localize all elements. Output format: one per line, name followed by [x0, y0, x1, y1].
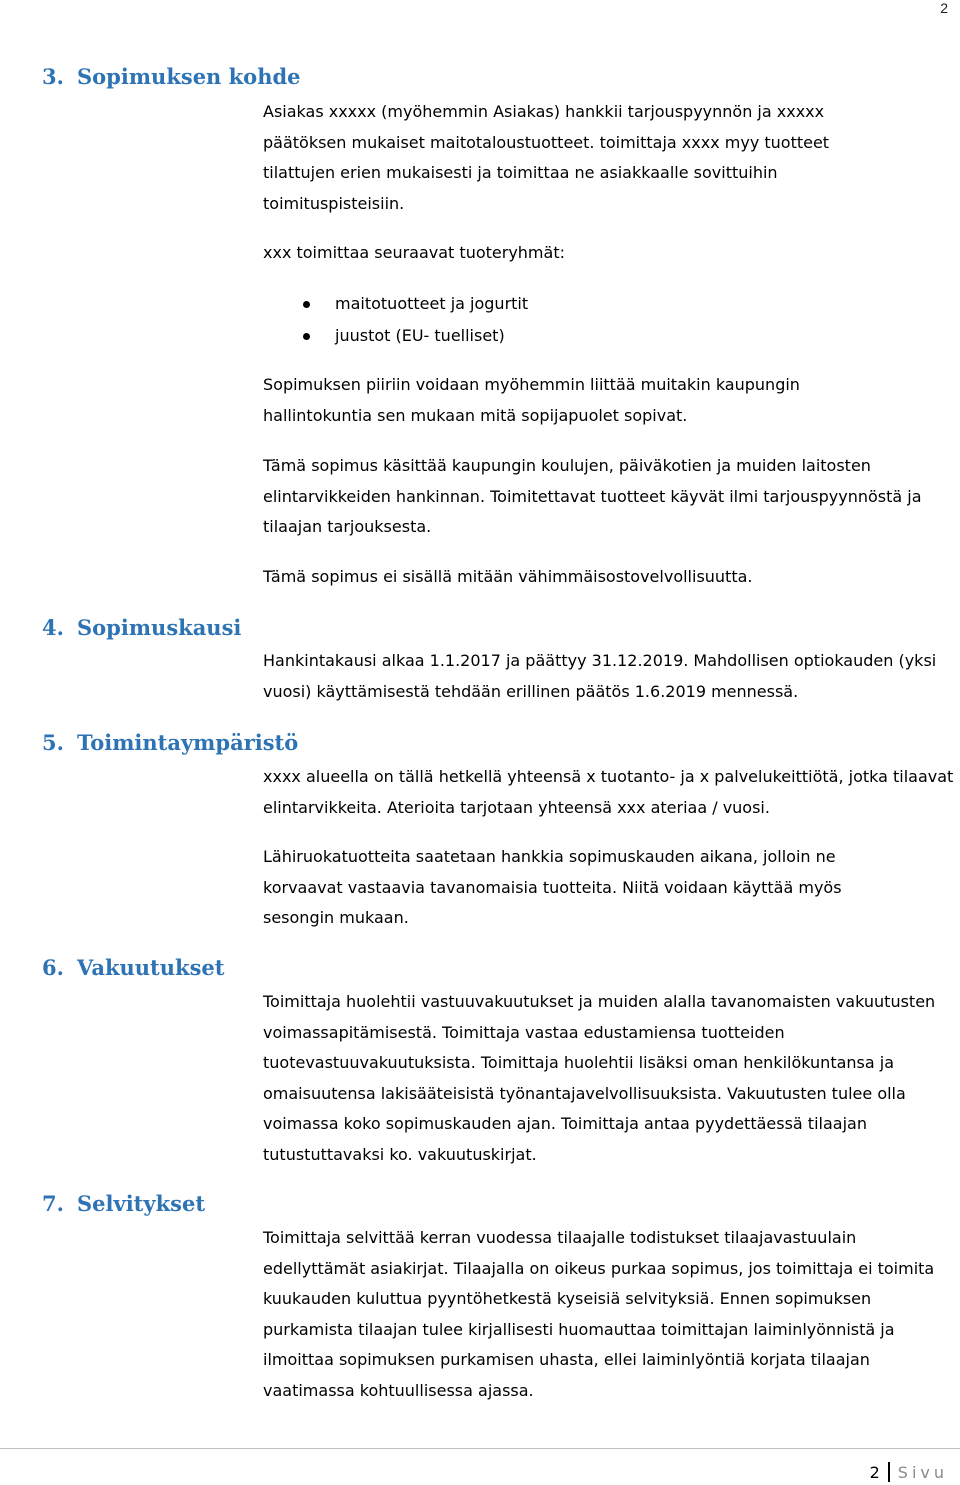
section-7-paragraph-1: Toimittaja selvittää kerran vuodessa tilaajalle todistukset tilaajavastuulain edellyttämät asiakirjat. Tilaajalla on oikeus purkaa sopimus, jos toimittaja ei toimita kuukauden kuluttua pyyntöhetkestä kyseisiä selvityksiä. Ennen sopimuksen purkamista tilaajan tulee kirjallisesti huomauttaa toimittajan laiminlyönnistä ja ilmoittaa sopimuksen purkamisen uhasta, ellei laiminlyöntiä korjata tilaajan vaatimassa kohtuullisessa ajassa.: [263, 1228, 935, 1400]
section-3-number: 3.: [42, 64, 64, 89]
section-4-number: 4.: [42, 615, 64, 640]
section-7-heading: [42, 1191, 205, 1216]
bullet-icon: [303, 301, 310, 308]
footer-divider: [0, 1448, 960, 1449]
list-item: [263, 320, 943, 352]
list-item: [263, 288, 943, 320]
section-6-number: 6.: [42, 955, 64, 980]
section-5-title: Toimintaympäristö: [77, 730, 299, 755]
section-5-number: 5.: [42, 730, 64, 755]
product-group-list: [263, 288, 943, 352]
section-3-paragraph-5: Tämä sopimus ei sisällä mitään vähimmäisostovelvollisuutta.: [263, 567, 753, 586]
section-3-paragraph-2: xxx toimittaa seuraavat tuoteryhmät:: [263, 243, 565, 262]
section-7-number: 7.: [42, 1191, 64, 1216]
footer-page-word: Sivu: [897, 1463, 948, 1482]
list-item-text: juustot (EU- tuelliset): [335, 326, 505, 345]
page-number-top: 2: [940, 0, 948, 16]
section-6-title: Vakuutukset: [77, 955, 225, 980]
bullet-icon: [303, 333, 310, 340]
section-4-paragraph-1: Hankintakausi alkaa 1.1.2017 ja päättyy 31.12.2019. Mahdollisen optiokauden (yksi vuosi) käyttämisestä tehdään erillinen päätös 1.6.2019 mennessä.: [263, 651, 937, 701]
section-6-heading: [42, 955, 224, 980]
section-5-paragraph-2: Lähiruokatuotteita saatetaan hankkia sopimuskauden aikana, jolloin ne korvaavat vastaavia tavanomaisia tuotteita. Niitä voidaan käyttää myös sesongin mukaan.: [263, 847, 842, 927]
section-3-heading: [42, 64, 301, 89]
footer-page-number: 2: [869, 1463, 880, 1482]
footer-separator: [888, 1462, 890, 1482]
section-3-paragraph-3: Sopimuksen piiriin voidaan myöhemmin liittää muitakin kaupungin hallintokuntia sen mukaan mitä sopijapuolet sopivat.: [263, 375, 800, 425]
section-6-paragraph-1: Toimittaja huolehtii vastuuvakuutukset ja muiden alalla tavanomaisten vakuutusten voimassapitämisestä. Toimittaja vastaa edustamiensa tuotteiden tuotevastuuvakuutuksista. Toimittaja huolehtii lisäksi oman henkilökuntansa ja omaisuutensa lakisääteisistä työnantajavelvollisuuksista. Vakuutusten tulee olla voimassa koko sopimuskauden ajan. Toimittaja antaa pyydettäessä tilaajan tutustuttavaksi ko. vakuutuskirjat.: [263, 992, 936, 1164]
page-footer: [870, 1462, 948, 1484]
section-5-heading: [42, 730, 298, 755]
section-4-title: Sopimuskausi: [77, 615, 242, 640]
list-item-text: maitotuotteet ja jogurtit: [335, 294, 529, 313]
section-3-paragraph-4: Tämä sopimus käsittää kaupungin koulujen, päiväkotien ja muiden laitosten elintarvikkeiden hankinnan. Toimitettavat tuotteet käyvät ilmi tarjouspyynnöstä ja tilaajan tarjouksesta.: [263, 456, 922, 536]
section-7-title: Selvitykset: [77, 1191, 206, 1216]
section-4-heading: [42, 615, 241, 640]
section-5-paragraph-1: xxxx alueella on tällä hetkellä yhteensä x tuotanto- ja x palvelukeittiötä, jotka tilaavat elintarvikkeita. Aterioita tarjotaan yhteensä xxx ateriaa / vuosi.: [263, 767, 954, 817]
section-3-title: Sopimuksen kohde: [77, 64, 301, 89]
section-3-paragraph-1: Asiakas xxxxx (myöhemmin Asiakas) hankkii tarjouspyynnön ja xxxxx päätöksen mukaiset maitotaloustuotteet. toimittaja xxxx myy tuotteet tilattujen erien mukaisesti ja toimittaa ne asiakkaalle sovittuihin toimituspisteisiin.: [263, 102, 830, 213]
